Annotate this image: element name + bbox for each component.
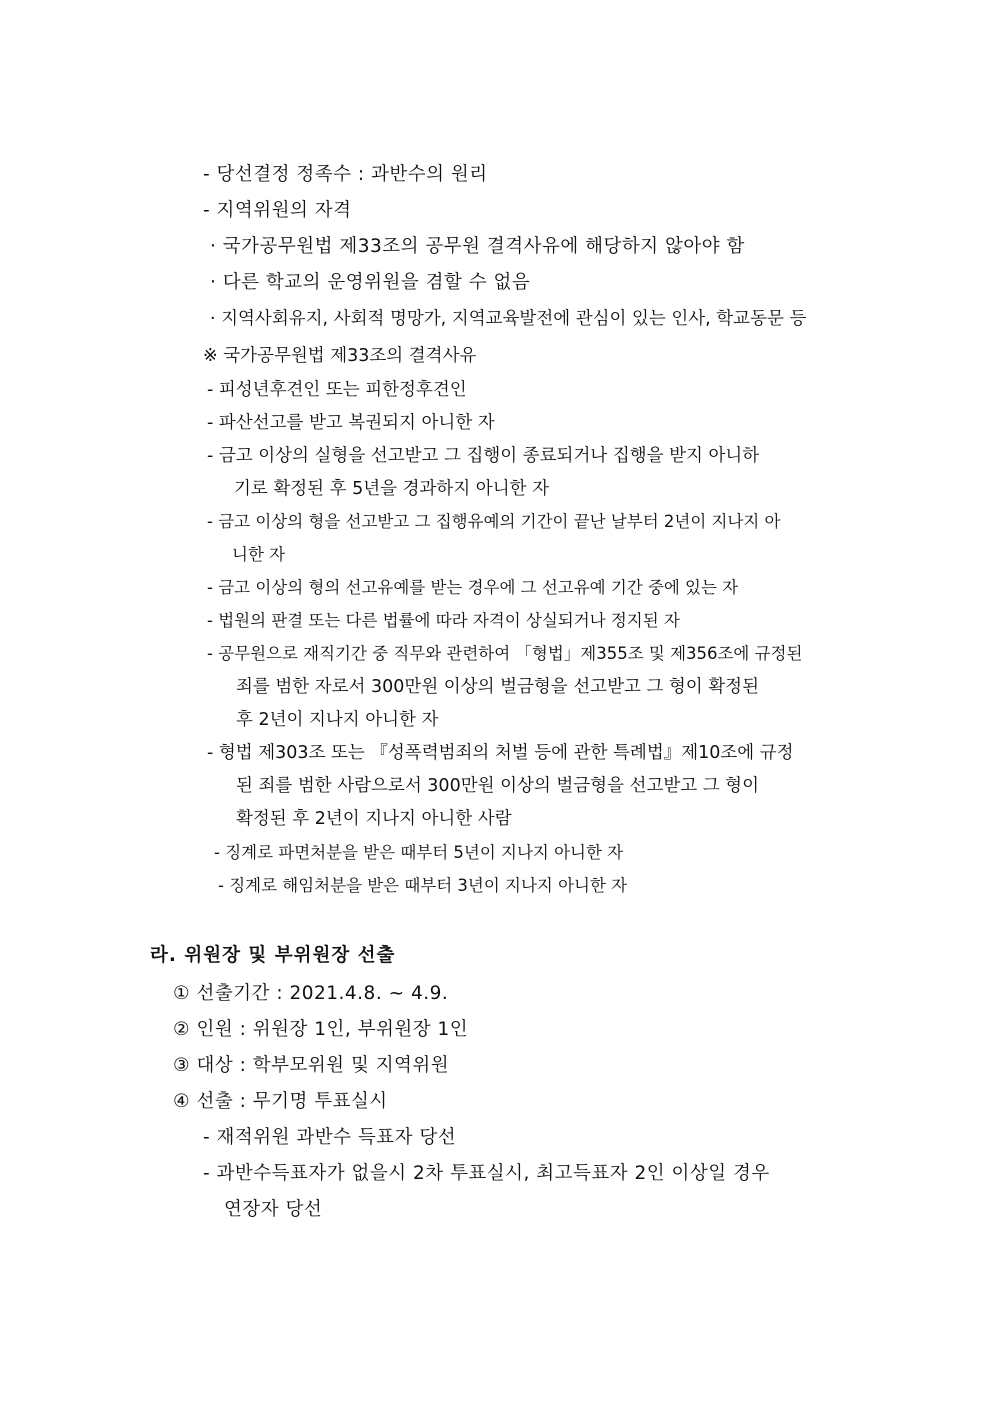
disqualification-title: ※ 국가공무원법 제33조의 결격사유 (203, 346, 477, 366)
disqualification-item: - 금고 이상의 형의 선고유예를 받는 경우에 그 선고유예 기간 중에 있는 자 (207, 578, 739, 597)
election-sub-item-continuation: 연장자 당선 (224, 1199, 323, 1220)
disqualification-item-continuation: 된 죄를 범한 사람으로서 300만원 이상의 벌금형을 선고받고 그 형이 (236, 776, 759, 796)
disqualification-item-continuation: 후 2년이 지나지 아니한 자 (236, 710, 439, 730)
disqualification-item-continuation: 니한 자 (232, 545, 286, 564)
quorum-line: - 당선결정 정족수 : 과반수의 원리 (203, 164, 488, 185)
election-sub-item: - 재적위원 과반수 득표자 당선 (203, 1127, 457, 1148)
disqualification-item: - 피성년후견인 또는 피한정후견인 (207, 380, 467, 400)
disqualification-item: - 형법 제303조 또는 『성폭력범죄의 처벌 등에 관한 특례법』제10조에 규정 (207, 743, 794, 763)
election-sub-item: - 과반수득표자가 없을시 2차 투표실시, 최고득표자 2인 이상일 경우 (203, 1163, 770, 1184)
disqualification-item-continuation: 기로 확정된 후 5년을 경과하지 아니한 자 (234, 479, 549, 499)
disqualification-item: - 징계로 해임처분을 받은 때부터 3년이 지나지 아니한 자 (218, 876, 628, 895)
disqualification-item-continuation: 죄를 범한 자로서 300만원 이상의 벌금형을 선고받고 그 형이 확정된 (236, 677, 759, 697)
disqualification-item: - 법원의 판결 또는 다른 법률에 따라 자격이 상실되거나 정지된 자 (207, 611, 680, 630)
local-qualification-item: · 다른 학교의 운영위원을 겸할 수 없음 (210, 272, 531, 293)
disqualification-item: - 금고 이상의 형을 선고받고 그 집행유예의 기간이 끝난 날부터 2년이 지나지 아 (207, 512, 781, 531)
disqualification-item: - 공무원으로 재직기간 중 직무와 관련하여 「형법」제355조 및 제356조에 규정된 (207, 644, 803, 663)
election-item: ① 선출기간 : 2021.4.8. ~ 4.9. (173, 983, 449, 1004)
local-qualification-title: - 지역위원의 자격 (203, 200, 352, 221)
disqualification-item: - 징계로 파면처분을 받은 때부터 5년이 지나지 아니한 자 (214, 843, 624, 862)
election-item: ② 인원 : 위원장 1인, 부위원장 1인 (173, 1019, 469, 1040)
disqualification-item: - 파산선고를 받고 복권되지 아니한 자 (207, 413, 495, 433)
disqualification-item-continuation: 확정된 후 2년이 지나지 아니한 사람 (236, 809, 512, 829)
disqualification-item: - 금고 이상의 실형을 선고받고 그 집행이 종료되거나 집행을 받지 아니하 (207, 446, 760, 466)
section-heading: 라. 위원장 및 부위원장 선출 (150, 945, 396, 966)
local-qualification-item: · 지역사회유지, 사회적 명망가, 지역교육발전에 관심이 있는 인사, 학교동문 등 (210, 309, 807, 329)
election-item: ③ 대상 : 학부모위원 및 지역위원 (173, 1055, 450, 1076)
election-item: ④ 선출 : 무기명 투표실시 (173, 1091, 388, 1112)
local-qualification-item: · 국가공무원법 제33조의 공무원 결격사유에 해당하지 않아야 함 (210, 236, 745, 257)
